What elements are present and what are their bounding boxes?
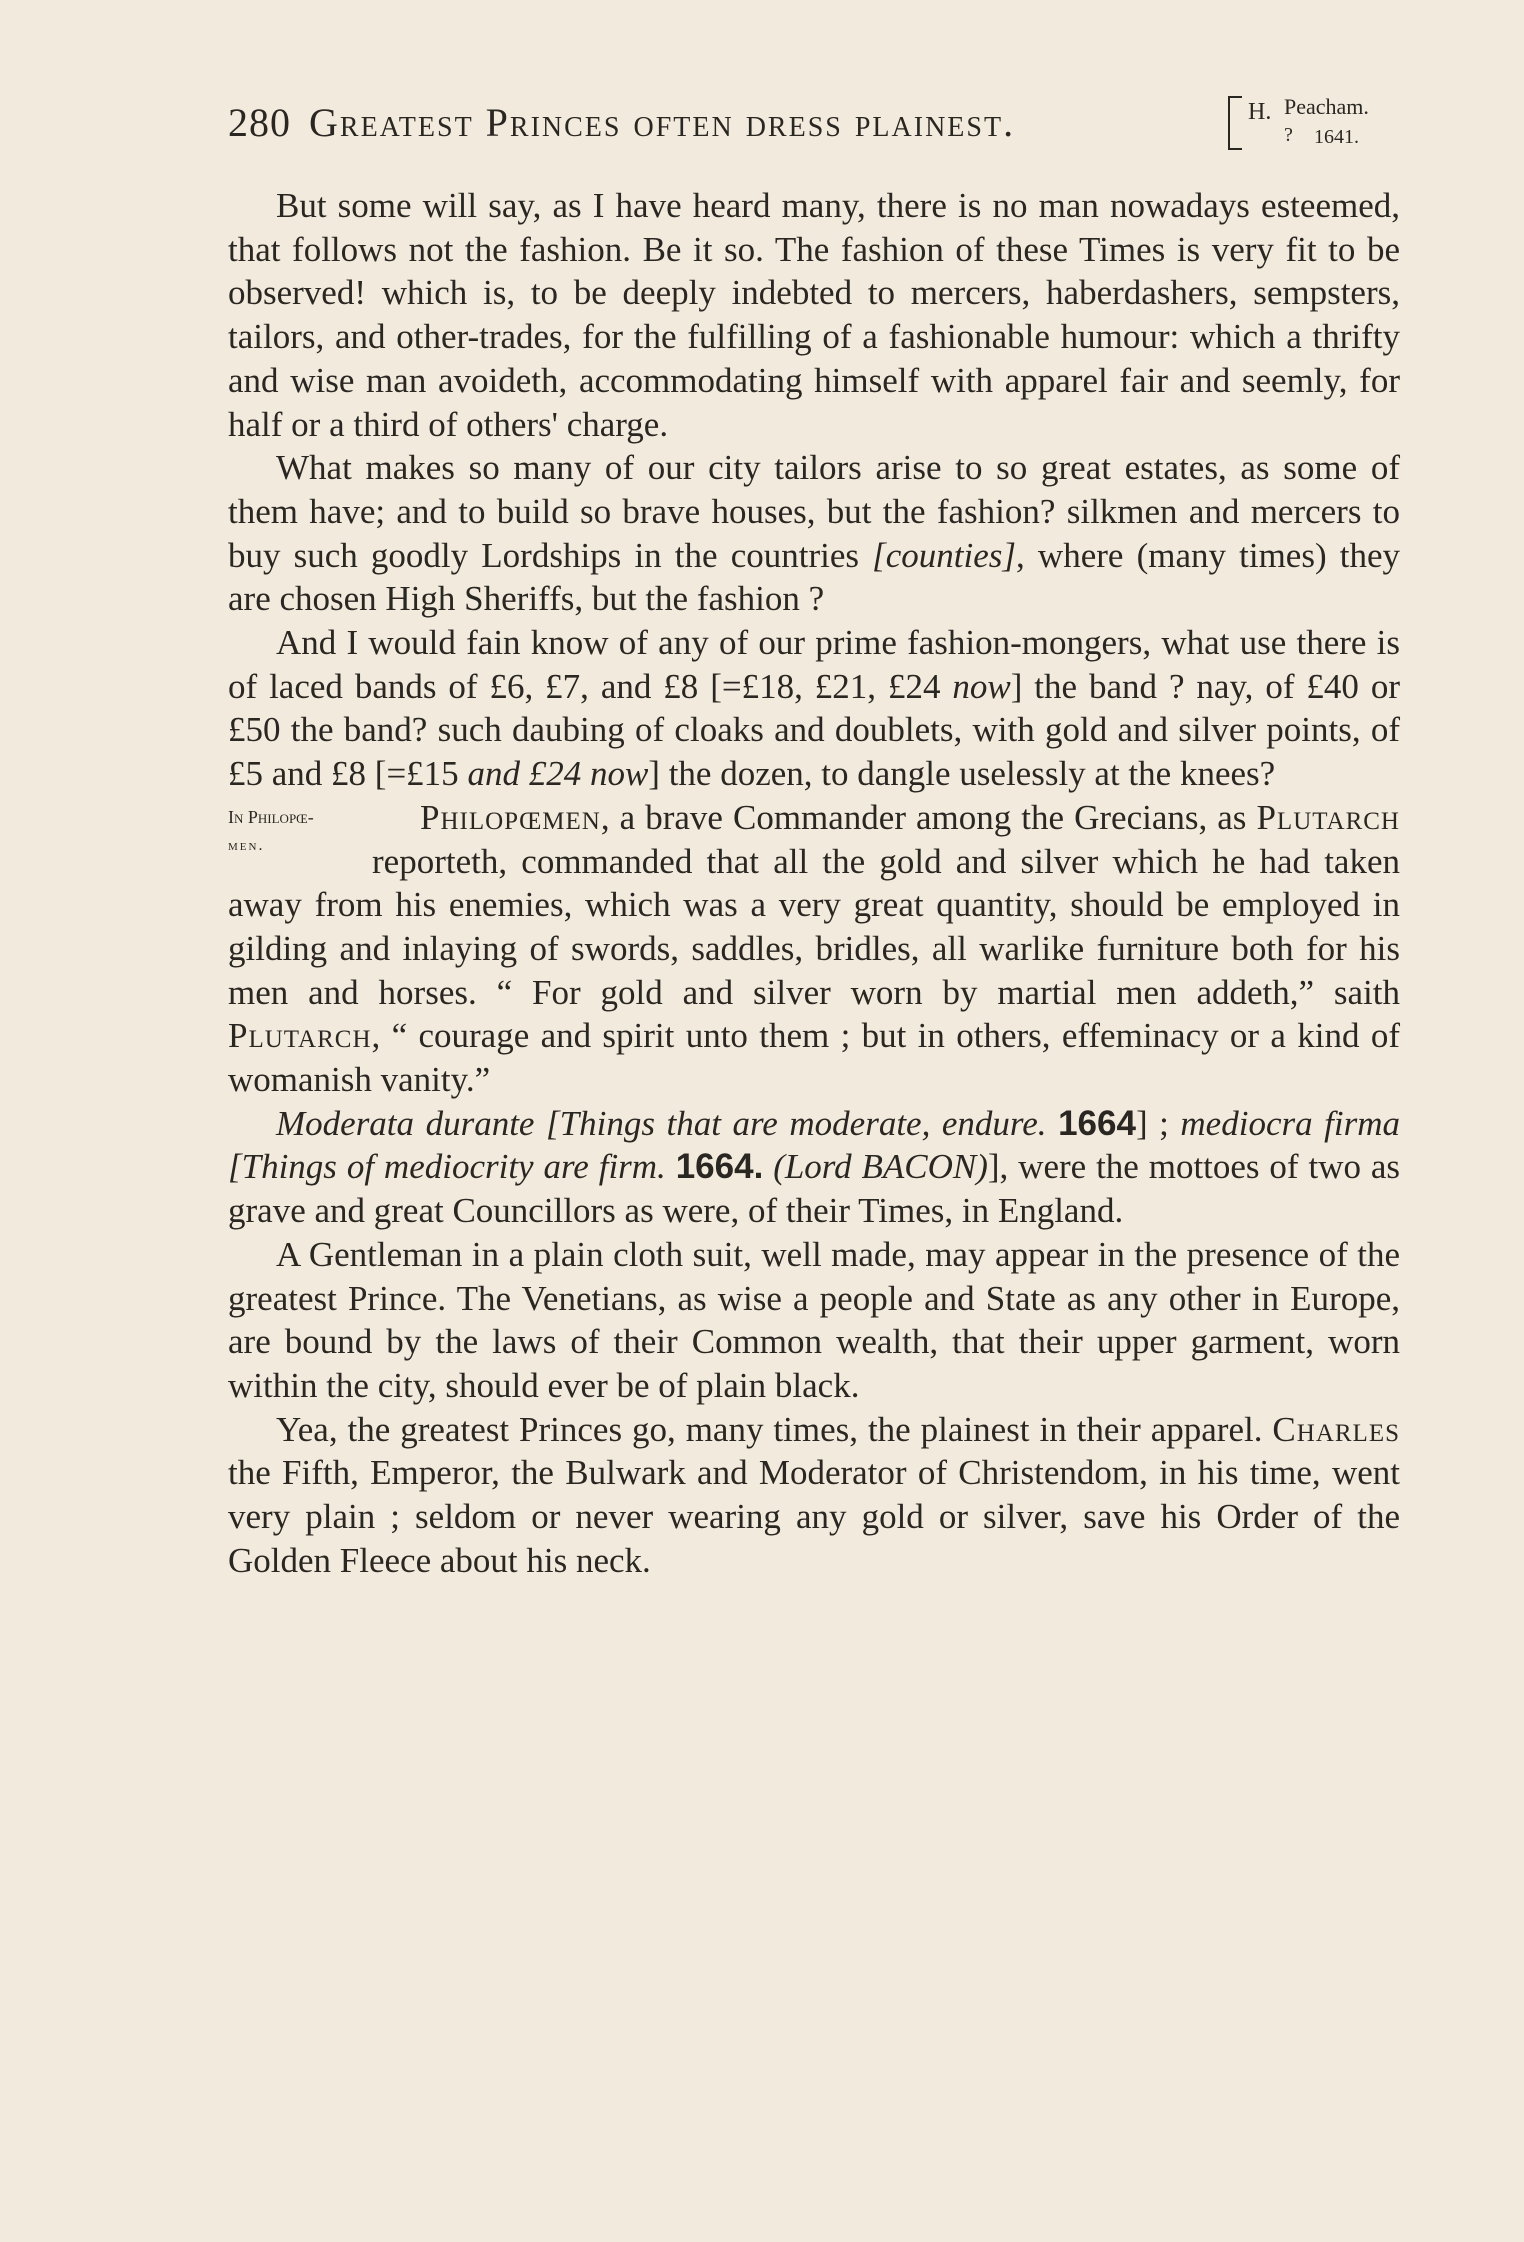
running-header — [228, 92, 1408, 154]
running-title: Greatest Princes often dress plainest. — [309, 100, 1016, 145]
motto-year-2: 1664. — [675, 1147, 764, 1187]
motto-year-1: 1664 — [1058, 1103, 1136, 1143]
attribution-author: Peacham. — [1284, 94, 1369, 119]
princes-text-b: the Fifth, Emperor, the Bulwark and Moderator of Christendom, in his time, went very plain ; seldom or never wearing any gold or silver, save his Order of the Golden Fleece about his neck. — [228, 1453, 1400, 1580]
attribution-bracket — [1228, 96, 1242, 150]
motto-latin-2: mediocra firma — [1180, 1103, 1400, 1143]
bands-text-c: ] the dozen, to dangle uselessly at the knees? — [648, 754, 1276, 794]
motto-text-end: ], were the mottoes of two as grave and great Councillors as were, of their Times, in England. — [228, 1147, 1401, 1231]
attribution-query: ? — [1284, 124, 1293, 146]
tailors-text-b: , where (many times) they are chosen High Sheriffs, but the fashion ? — [228, 535, 1400, 619]
motto-latin-1: Moderata durante — [276, 1103, 535, 1143]
motto-sep: ] ; — [1135, 1103, 1181, 1143]
plutarch-name: Plutarch — [1256, 797, 1400, 837]
paragraph-princes — [228, 1408, 1400, 1583]
princes-text-a: Yea, the greatest Princes go, many times, the plainest in their apparel. — [276, 1409, 1273, 1449]
paragraph-mottoes — [228, 1102, 1400, 1233]
paragraph-philopoemen — [228, 796, 1400, 1102]
body-text — [228, 184, 1400, 1583]
margin-note-line1: In Philopœ- — [228, 806, 314, 827]
attribution — [1228, 92, 1408, 154]
paragraph-fashion: But some will say, as I have heard many, there is no man nowadays esteemed, that follows not the fashion. Be it so. The fashion of these Times is very fit to be observed! which is, to be deeply indebted to mercers, haberdashers, sempsters, tailors, and other-trades, for the fulfilling of a fashionable humour: which a thrifty and wise man avoideth, accommodating himself with apparel fair and seemly, for half or a third of others' charge. — [228, 186, 1400, 444]
philopoemen-text-a: , a brave Commander among the Grecians, as — [600, 797, 1257, 837]
charles-name: Charles — [1272, 1409, 1400, 1449]
paragraph-laced-bands — [228, 621, 1400, 796]
attribution-initial: H. — [1248, 99, 1272, 125]
bands-and-now: and £24 now — [467, 754, 649, 794]
attribution-year: 1641. — [1314, 126, 1359, 148]
plutarch-name-2: Plutarch — [228, 1016, 372, 1056]
philopoemen-name: Philopœmen — [420, 797, 601, 837]
motto-translation-1: [Things that are moderate, endure. — [546, 1103, 1047, 1143]
paragraph-gentleman: A Gentleman in a plain cloth suit, well made, may appear in the presence of the greatest Prince. The Venetians, as wise a people and State as any other in Europe, are bound by the laws of their Common wealth, that their upper garment, worn within the city, should ever be of plain black. — [228, 1234, 1400, 1405]
bands-now: now — [952, 666, 1011, 706]
margin-note-line2: men. — [228, 836, 265, 854]
paragraph-tailors — [228, 446, 1400, 621]
tailors-text-a: What makes so many of our city tailors arise to so great estates, as some of them have; and to build so brave houses, but the fashion? silkmen and mercers to buy such goodly Lordships in the countries — [228, 448, 1400, 575]
motto-translation-2: [Things of mediocrity are firm. — [228, 1147, 666, 1187]
counties-gloss: [counties] — [872, 535, 1017, 575]
margin-note — [180, 796, 372, 856]
bands-text-b: ] the band ? nay, of £40 or £50 the band? such daubing of cloaks and doublets, with gold and silver points, of £5 and £8 [=£15 — [228, 666, 1400, 794]
philopoemen-text-b: reporteth, commanded that all the gold and silver which he had taken away from his enemies, which was a very great quantity, should be employed in gilding and inlaying of swords, saddles, bridles, all warlike furniture both for his men and horses. “ For gold and silver worn by martial men addeth,” saith — [228, 841, 1400, 1012]
bands-text-a: And I would fain know of any of our prime fashion-mongers, what use there is of laced bands of £6, £7, and £8 [=£18, £21, £24 — [228, 623, 1400, 706]
motto-bacon: (Lord BACON) — [773, 1147, 988, 1187]
page-number: 280 — [228, 100, 291, 145]
philopoemen-text-c: , “ courage and spirit unto them ; but in others, effeminacy or a kind of womanish vanity.” — [228, 1016, 1400, 1100]
